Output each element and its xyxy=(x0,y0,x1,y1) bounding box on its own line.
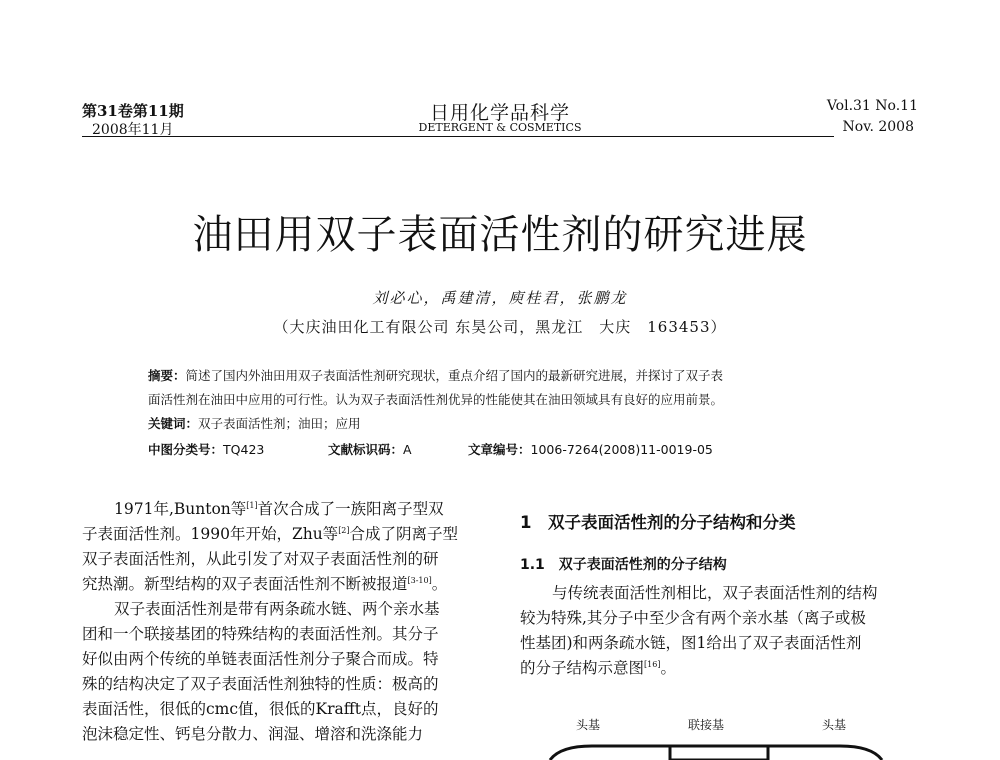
section-heading-1: 1 双子表面活性剂的分子结构和分类 xyxy=(520,513,796,532)
citation-ref[interactable]: [2] xyxy=(338,525,350,535)
header-rule xyxy=(82,136,834,137)
subsection-heading-1-1: 1.1 双子表面活性剂的分子结构 xyxy=(520,557,727,573)
citation-ref[interactable]: [3-10] xyxy=(407,575,432,585)
right-line-4 xyxy=(520,656,676,680)
journal-name-en: DETERGENT & COSMETICS xyxy=(418,121,582,134)
left-p2-line-6: 泡沫稳定性、钙皂分散力、润湿、增溶和洗涤能力 xyxy=(82,725,424,743)
left-p1-line-1 xyxy=(114,497,444,521)
doc-value: A xyxy=(403,442,412,457)
abstract-line-2: 面活性剂在油田中应用的可行性。认为双子表面活性剂优异的性能使其在油田领域具有良好的应用前景。 xyxy=(148,392,724,407)
figure-label-spacer: 联接基 xyxy=(688,718,725,732)
right-line-3: 性基团)和两条疏水链，图1给出了双子表面活性剂 xyxy=(520,634,862,652)
gemini-structure-figure xyxy=(520,732,940,760)
figure-label-head-left: 头基 xyxy=(576,718,601,732)
keywords-label: 关键词： xyxy=(148,416,199,431)
left-p2-line-2: 团和一个联接基团的特殊结构的表面活性剂。其分子 xyxy=(82,625,439,643)
journal-date: 2008年11月 xyxy=(92,122,174,138)
text-span: 究热潮。新型结构的双子表面活性剂不断被报道 xyxy=(82,575,408,593)
figure-left-head-shape xyxy=(550,746,670,760)
text-span: 首次合成了一族阳离子型双 xyxy=(257,500,444,518)
right-line-1: 与传统表面活性剂相比，双子表面活性剂的结构 xyxy=(552,584,878,602)
keywords xyxy=(148,412,868,436)
keywords-text: 双子表面活性剂；油田；应用 xyxy=(198,416,361,431)
journal-issue: 第31卷第11期 xyxy=(82,102,184,120)
figure-right-head-shape xyxy=(768,746,882,760)
left-p2-line-3: 好似由两个传统的单链表面活性剂分子聚合而成。特 xyxy=(82,650,439,668)
clc-label: 中图分类号： xyxy=(148,442,224,457)
doc-label: 文献标识码： xyxy=(328,442,404,457)
journal-volume: Vol.31 No.11 xyxy=(826,98,918,114)
text-span: 的分子结构示意图 xyxy=(520,659,645,677)
left-p2-line-1: 双子表面活性剂是带有两条疏水链、两个亲水基 xyxy=(114,600,440,618)
text-span: 1971年,Bunton等 xyxy=(114,500,247,518)
journal-name-cn: 日用化学品科学 xyxy=(429,102,570,124)
clc-value: TQ423 xyxy=(223,442,265,457)
abstract-label: 摘要： xyxy=(148,368,186,383)
citation-ref[interactable]: [16] xyxy=(644,659,661,669)
right-line-2: 较为特殊,其分子中至少含有两个亲水基（离子或极 xyxy=(520,609,866,627)
abstract-text-1: 简述了国内外油田用双子表面活性剂研究现状，重点介绍了国内的最新研究进展，并探讨了双子表 xyxy=(185,368,724,383)
abstract-line-1 xyxy=(148,364,868,388)
art-label: 文章编号： xyxy=(468,442,531,457)
paper-title: 油田用双子表面活性剂的研究进展 xyxy=(192,212,808,258)
paper-affiliation: （大庆油田化工有限公司 东昊公司，黑龙江 大庆 163453） xyxy=(273,318,727,336)
paper-authors: 刘必心，禹建清，庾桂君，张鹏龙 xyxy=(372,289,628,307)
text-span: 子表面活性剂。1990年开始，Zhu等 xyxy=(82,525,339,543)
text-span: 。 xyxy=(431,575,448,593)
art-value: 1006-7264(2008)11-0019-05 xyxy=(530,442,713,457)
article-number xyxy=(468,438,713,462)
journal-month: Nov. 2008 xyxy=(842,119,914,135)
left-p1-line-3: 双子表面活性剂，从此引发了对双子表面活性剂的研 xyxy=(82,550,439,568)
clc-number xyxy=(148,438,264,462)
figure-spacer-shape xyxy=(670,746,768,760)
left-p2-line-4: 殊的结构决定了双子表面活性剂独特的性质：极高的 xyxy=(82,675,439,693)
citation-ref[interactable]: [1] xyxy=(246,500,258,510)
document-code xyxy=(328,438,412,462)
left-p2-line-5: 表面活性，很低的cmc值，很低的Krafft点，良好的 xyxy=(82,700,439,718)
text-span: 。 xyxy=(660,659,676,677)
left-p1-line-2 xyxy=(82,522,458,546)
left-p1-line-4 xyxy=(82,572,447,596)
figure-label-head-right: 头基 xyxy=(822,718,847,732)
text-span: 合成了阴离子型 xyxy=(349,525,459,543)
